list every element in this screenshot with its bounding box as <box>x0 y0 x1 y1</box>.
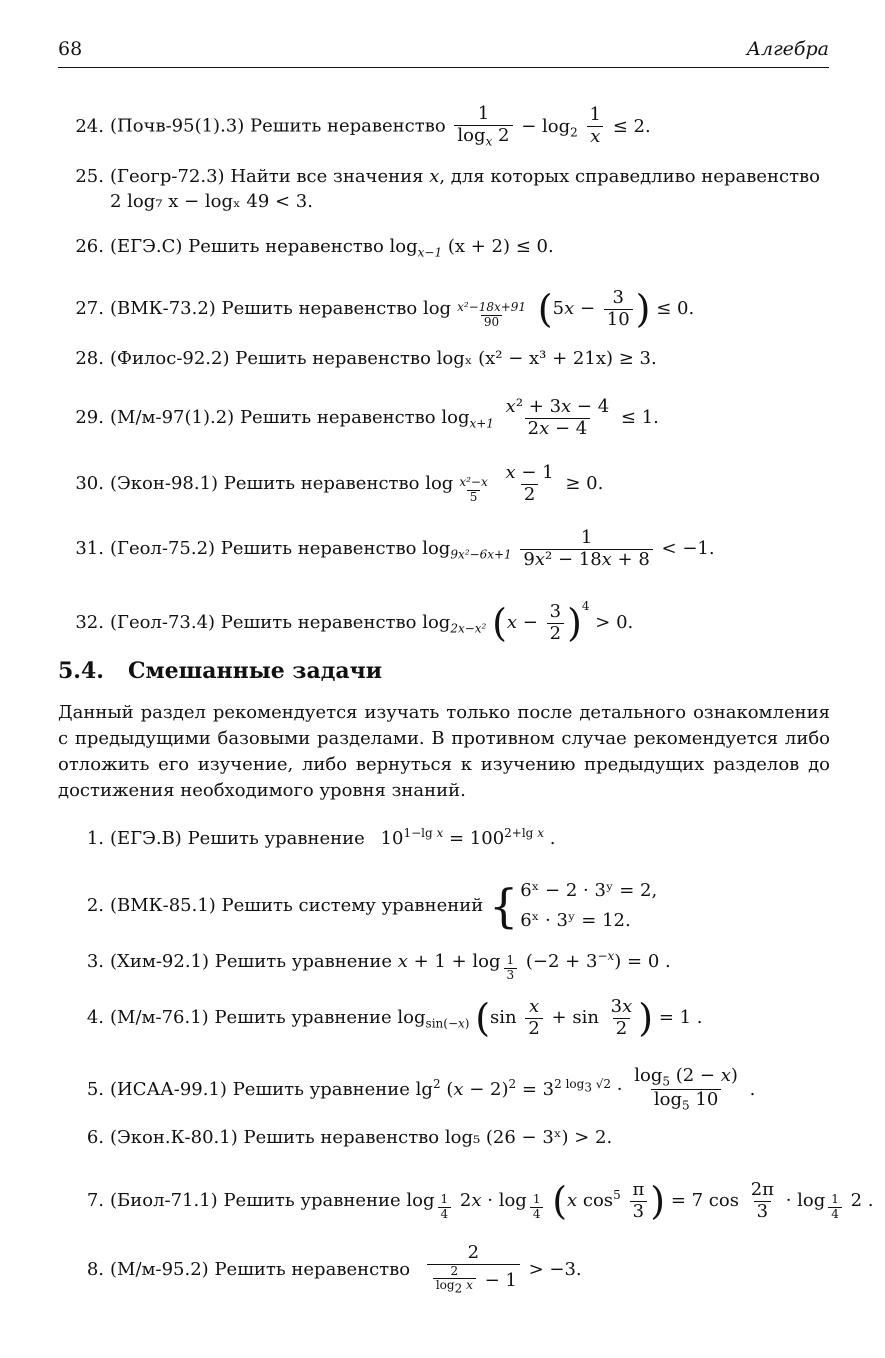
section-heading: 5.4. Смешанные задачи <box>58 658 383 684</box>
page-number: 68 <box>58 38 83 60</box>
problem-27: 27. (ВМК-73.2) Решить неравенство log $_{\frac{\text{x²−18x+91}}{90}}$ (5x − $\frac{3}{10}$ ) ≤ 0. <box>75 287 695 332</box>
header-rule <box>58 67 829 68</box>
problem-24: 24. (Почв-95(1).3) Решить неравенство $\frac{1}{\log_x 2}$ − $\log_2$ $\frac{1}{x}$ ≤ 2. <box>75 103 651 149</box>
mixed-problem-6: 6. (Экон.К-80.1) Решить неравенство log₅ (26 − 3ˣ) > 2. <box>86 1127 613 1148</box>
mixed-problem-4: 4. (М/м-76.1) Решить уравнение $\log_{sin(-x)} (\sin$ $\frac{x}{2}$ + sin $\frac{3x}{2}$ ) = 1 . <box>86 996 703 1041</box>
mixed-problem-2: 2. (ВМК-85.1) Решить систему уравнений { 6ˣ − 2 · 3ʸ = 2, 6ˣ · 3ʸ = 12. <box>86 879 658 933</box>
problem-26: 26. (ЕГЭ.С) Решить неравенство $\log_{x-1} (x + 2) \le 0$. <box>75 236 554 260</box>
mixed-problem-8: 8. (М/м-95.2) Решить неравенство 2 $\frac{2}{\log_2 x}$ − 1 > −3. <box>86 1242 582 1296</box>
mixed-problem-7: 7. (Биол-71.1) Решить уравнение log $_{\frac{1}{4}}$ 2x · log $_{\frac{1}{4}}$ (x $\cos^5$ $\frac{\pi}{3}$ ) = 7 cos $\frac{2\pi}{3}$ · log $_{\frac{1}{4}}$ 2 . <box>86 1179 874 1224</box>
running-title: Алгебра <box>746 38 829 60</box>
problem-32: 32. (Геол-73.4) Решить неравенство $\log_{2x-x^2} (x$ − $\frac{3}{2}$ )$^4$ > 0. <box>75 599 634 645</box>
problem-28: 28. (Филос-92.2) Решить неравенство logₓ (x² − x³ + 21x) ≥ 3. <box>75 348 657 369</box>
mixed-problem-1: 1. (ЕГЭ.В) Решить уравнение $10^{1-lg x} = 100^{2+lg x}$ . <box>86 826 556 849</box>
mixed-problem-5: 5. (ИСАА-99.1) Решить уравнение $\lg^2 (x - 2)^2 = 3^{2 log_3 √2}$ · $\frac{\log_5 (2 - x)}{\log_5 10}$ . <box>86 1065 756 1113</box>
problem-30: 30. (Экон-98.1) Решить неравенство log $_{\frac{\text{x²−x}}{5}}$ $\frac{x - 1}{2}$ ≥ 0. <box>75 462 604 505</box>
problem-25: 25. (Геогр-72.3) Найти все значения x, для которых справедливо неравенство <box>75 166 821 187</box>
problem-31: 31. (Геол-75.2) Решить неравенство $\log_{9x^2-6x+1}$ $\frac{1}{\text{9x² − 18x + 8}}$ < −1. <box>75 527 715 570</box>
formula: $\frac{1}{\log_x 2}$ − $\log_2$ $\frac{1}{x}$ ≤ 2. <box>451 116 650 137</box>
page-header <box>58 38 829 68</box>
mixed-problem-3: 3. (Хим-92.1) Решить уравнение x + 1 + log $_{\frac{1}{3}}$ $(-2 + 3^{-x}) = 0$ . <box>86 949 671 982</box>
section-intro: Данный раздел рекомендуется изучать только после детального ознакомления с предыдущими базовыми разделами. В противном случае рекомендуется либо отложить его изучение, либо вернуться к изучению предыдущих разделов до достижения необходимого уровня знаний. <box>58 702 830 801</box>
problem-25-line2: 2 log₇ x − logₓ 49 < 3. <box>110 191 313 212</box>
problem-29: 29. (М/м-97(1).2) Решить неравенство $\log_{x+1}$ $\frac{\text{x² + 3x − 4}}{2x - 4}$ ≤ 1. <box>75 396 659 439</box>
